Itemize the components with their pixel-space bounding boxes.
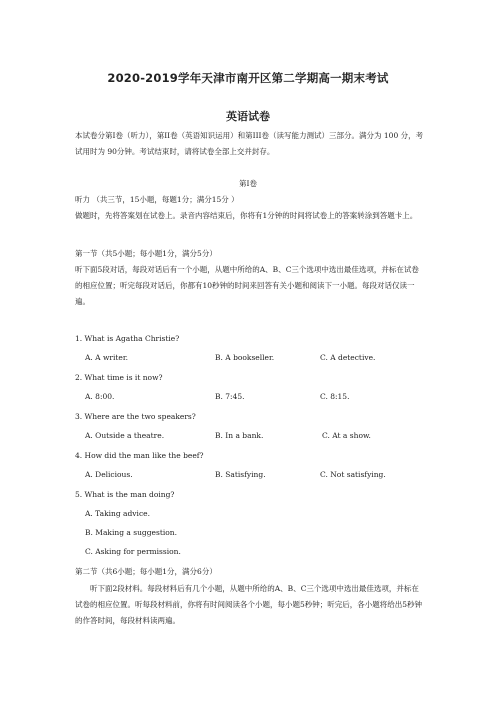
intro-paragraph: 本试卷分第Ⅰ卷（听力），第II卷（英语知识运用）和第III卷（读写能力测试）三部分。满分为 100 分，考试用时为 90分钟。考试结束时，请将试卷全部上交并封存。 [75,131,424,156]
exam-subtitle: 英语试卷 [226,110,270,123]
q5-option-a: A. Taking advice. [85,509,150,518]
listening-instructions: 做题时，先将答案划在试卷上。录音内容结束后，你将有1分钟的时间将试卷上的答案转涂到答题卡上。 [75,211,418,220]
section2-instructions: 听下面2段材料。每段材料后有几个小题，从题中所给的A、B、C三个选项中选出最佳选项，并标在试卷的相应位置。听每段材料前，你将有时间阅读各个小题，每小题5秒钟；听完后，各小题将给出5秒钟的作答时间，每段材料读两遍。 [75,584,423,625]
exam-title: 2020-2019学年天津市南开区第二学期高一期末考试 [107,71,389,85]
q5-option-b: B. Making a suggestion. [85,528,177,537]
q2-option-c: C. 8:15. [320,392,350,401]
q1-option-b: B. A bookseller. [215,353,275,362]
question-4: 4. How did the man like the beef? [75,451,204,460]
q5-option-c: C. Asking for permission. [85,547,181,556]
q3-option-a: A. Outside a theatre. [85,431,165,440]
listening-header: 听力 （共三节，15小题，每题1分；满分15分 ） [75,195,239,204]
section1-instructions: 听下面5段对话，每段对话后有一个小题，从题中所给的A、B、C三个选项中选出最佳选项，并标在试卷的相应位置；听完每段对话后，你都有10秒钟的时间来回答有关小题和阅读下一小题。每段对话仅读一遍。 [75,265,419,306]
section1-header: 第一节（共5小题；每小题1分，满分5分） [75,249,217,258]
part1-title: 第Ⅰ卷 [239,179,257,188]
question-5: 5. What is the man doing? [75,490,175,499]
q3-option-c: C. At a show. [322,431,371,440]
q1-option-a: A. A writer. [85,353,128,362]
q2-option-b: B. 7:45. [215,392,245,401]
q3-option-b: B. In a bank. [215,431,264,440]
q2-option-a: A. 8:00. [85,392,115,401]
question-3: 3. Where are the two speakers? [75,412,196,421]
question-1: 1. What is Agatha Christie? [75,334,180,343]
q4-option-b: B. Satisfying. [215,470,266,479]
q4-option-c: C. Not satisfying. [320,470,386,479]
q4-option-a: A. Delicious. [85,470,133,479]
question-2: 2. What time is it now? [75,373,163,382]
section2-header: 第二节（共6小题；每小题1分，满分6分） [75,567,217,576]
q1-option-c: C. A detective. [320,353,376,362]
